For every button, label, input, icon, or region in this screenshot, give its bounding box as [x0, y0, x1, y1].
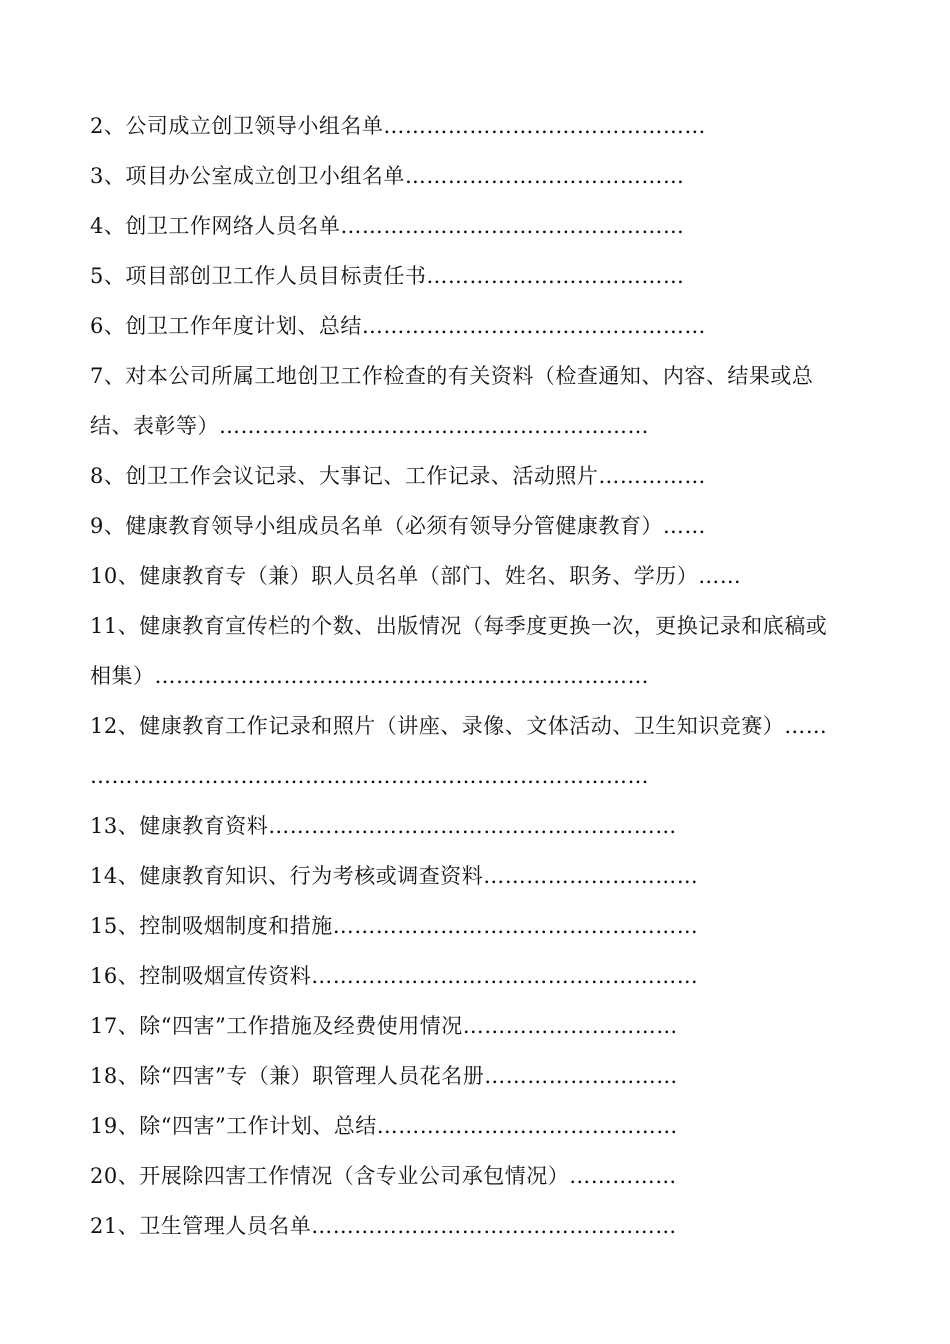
toc-entry-16: 16、控制吸烟宣传资料………………………………………………: [90, 964, 699, 988]
toc-entry-19: 19、除“四害”工作计划、总结……………………………………: [90, 1114, 678, 1138]
toc-entry-2: 2、公司成立创卫领导小组名单………………………………………: [90, 114, 706, 138]
toc-entry-21: 21、卫生管理人员名单……………………………………………: [90, 1214, 677, 1238]
toc-entry-4: 4、创卫工作网络人员名单…………………………………………: [90, 214, 685, 238]
toc-entry-6: 6、创卫工作年度计划、总结…………………………………………: [90, 314, 706, 338]
toc-entry-18: 18、除“四害”专（兼）职管理人员花名册………………………: [90, 1064, 678, 1088]
toc-entry-11-continued: 相集）……………………………………………………………: [90, 664, 649, 688]
toc-entry-8: 8、创卫工作会议记录、大事记、工作记录、活动照片……………: [90, 464, 706, 488]
toc-entry-11: 11、健康教育宣传栏的个数、出版情况（每季度更换一次，更换记录和底稿或: [90, 614, 828, 638]
toc-entry-5: 5、项目部创卫工作人员目标责任书………………………………: [90, 264, 685, 288]
toc-entry-10: 10、健康教育专（兼）职人员名单（部门、姓名、职务、学历）……: [90, 564, 742, 588]
toc-entry-13: 13、健康教育资料…………………………………………………: [90, 814, 677, 838]
toc-entry-12: 12、健康教育工作记录和照片（讲座、录像、文体活动、卫生知识竞赛）……: [90, 714, 828, 738]
toc-entry-20: 20、开展除四害工作情况（含专业公司承包情况）……………: [90, 1164, 677, 1188]
toc-entry-14: 14、健康教育知识、行为考核或调查资料…………………………: [90, 864, 699, 888]
toc-entry-7: 7、对本公司所属工地创卫工作检查的有关资料（检查通知、内容、结果或总: [90, 364, 814, 388]
toc-entry-9: 9、健康教育领导小组成员名单（必须有领导分管健康教育）……: [90, 514, 706, 538]
toc-entry-17: 17、除“四害”工作措施及经费使用情况…………………………: [90, 1014, 678, 1038]
toc-entry-7-continued: 结、表彰等）……………………………………………………: [90, 414, 649, 438]
toc-entry-12-continued: ……………………………………………………………………: [90, 764, 649, 788]
toc-entry-15: 15、控制吸烟制度和措施……………………………………………: [90, 914, 699, 938]
toc-entry-3: 3、项目办公室成立创卫小组名单…………………………………: [90, 164, 685, 188]
